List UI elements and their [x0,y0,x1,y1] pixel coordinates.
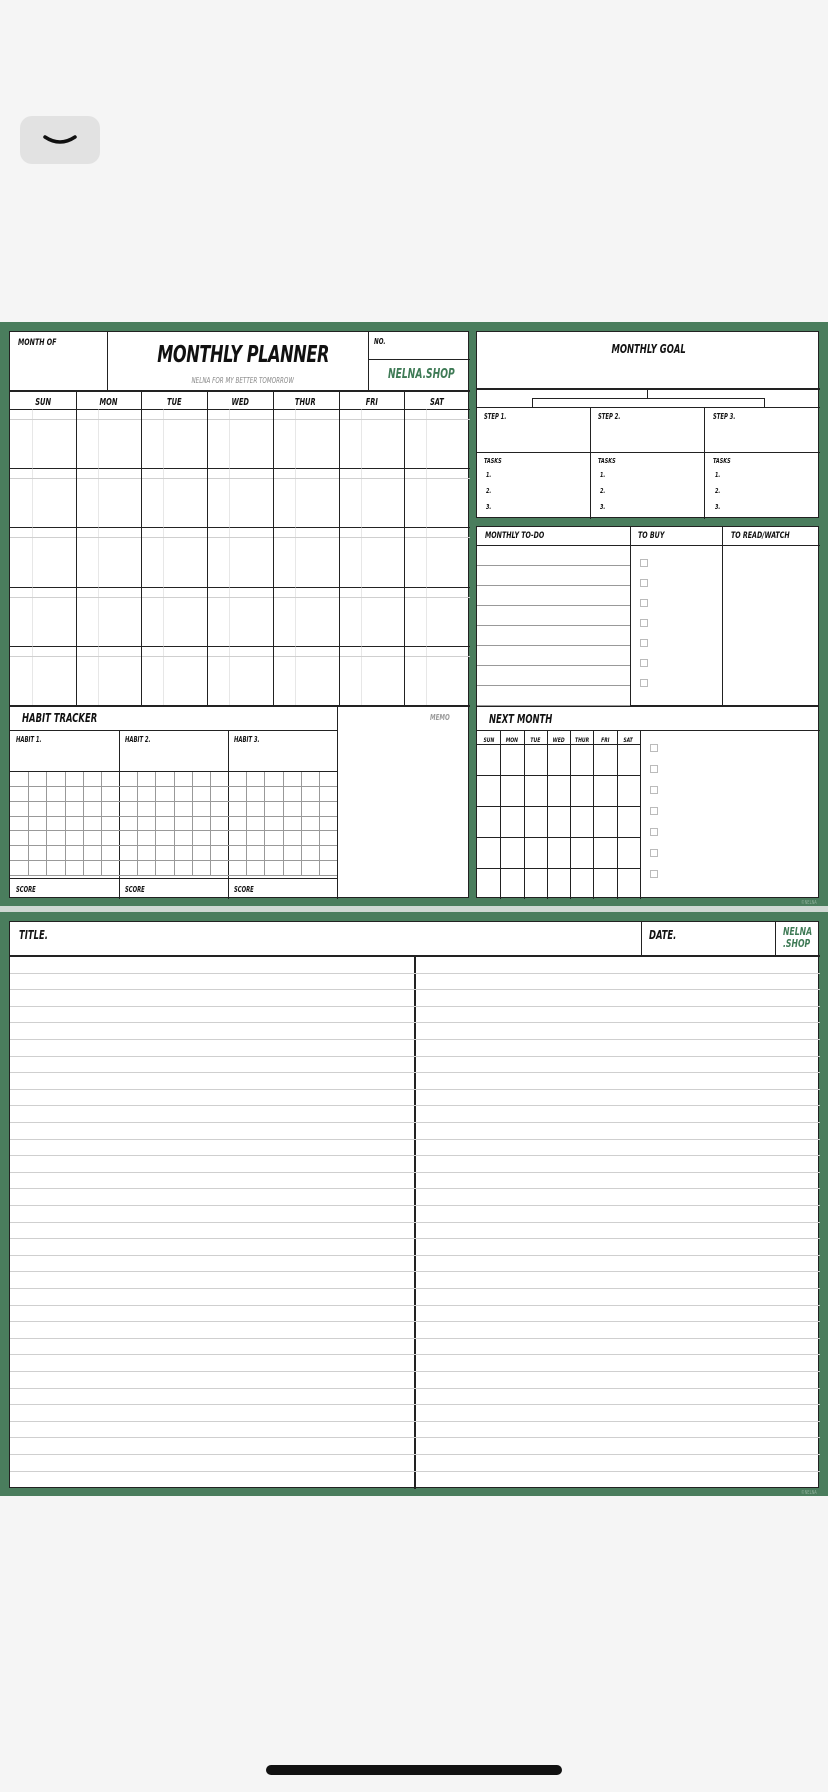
calendar-day-cell[interactable] [141,468,207,527]
task-number: 2. [486,487,492,495]
habit-tracker-grid[interactable] [119,771,228,875]
task-number: 2. [600,487,606,495]
brand-logo-line2: .SHOP [783,937,811,950]
tasks-label: TASKS [712,457,731,465]
notes-sheet: TITLE. DATE. NELNA .SHOP ©NELNA [0,912,828,1496]
next-month-day-cell[interactable] [617,869,640,899]
next-month-day-cell[interactable] [477,776,500,806]
monthly-goal-heading: MONTHLY GOAL [611,342,686,356]
calendar-day-cell[interactable] [76,409,142,468]
calendar-day-cell[interactable] [273,587,339,646]
next-month-day-header: MON [505,736,519,744]
next-month-day-cell[interactable] [570,838,593,868]
calendar-day-cell[interactable] [207,409,273,468]
habit-label: HABIT 2. [125,735,151,744]
next-month-day-cell[interactable] [500,776,523,806]
habit-tracker-grid[interactable] [228,771,337,875]
calendar-day-cell[interactable] [10,646,76,705]
habit-score-label: SCORE [234,885,254,894]
next-month-day-cell[interactable] [500,807,523,837]
next-month-day-cell[interactable] [617,807,640,837]
next-month-checkbox[interactable] [650,849,658,857]
next-month-day-cell[interactable] [570,745,593,775]
calendar-day-cell[interactable] [404,587,470,646]
next-month-day-cell[interactable] [570,776,593,806]
next-month-day-header: WED [552,736,565,744]
calendar-day-cell[interactable] [404,468,470,527]
calendar-day-cell[interactable] [141,587,207,646]
next-month-day-cell[interactable] [477,838,500,868]
habit-score-label: SCORE [16,885,36,894]
task-number: 1. [600,471,606,479]
next-month-day-cell[interactable] [593,807,616,837]
to-buy-checkbox[interactable] [640,639,648,647]
memo-label: MEMO [430,713,450,722]
calendar-day-cell[interactable] [339,587,405,646]
calendar-day-cell[interactable] [207,646,273,705]
page-subtitle: NELNA FOR MY BETTER TOMORROW [191,376,295,385]
calendar-day-cell[interactable] [141,646,207,705]
to-buy-checkbox[interactable] [640,599,648,607]
habit-tracker-heading: HABIT TRACKER [22,711,98,725]
goal-step-label: STEP 3. [712,412,735,421]
day-header: SAT [430,397,445,408]
goal-step-label: STEP 1. [484,412,507,421]
to-buy-checkbox[interactable] [640,659,648,667]
habit-label: HABIT 3. [234,735,260,744]
tasks-label: TASKS [598,457,616,465]
calendar-day-cell[interactable] [273,646,339,705]
calendar-day-cell[interactable] [339,527,405,586]
calendar-day-cell[interactable] [273,409,339,468]
to-read-watch-heading: TO READ/WATCH [731,531,790,541]
goal-step-label: STEP 2. [598,412,621,421]
next-month-day-cell[interactable] [547,776,570,806]
to-buy-checkbox[interactable] [640,619,648,627]
monthly-todo-heading: MONTHLY TO-DO [485,531,545,541]
next-month-day-cell[interactable] [524,869,547,899]
notes-panel [9,921,819,1488]
task-number: 3. [600,503,606,511]
next-month-day-cell[interactable] [593,869,616,899]
calendar-day-cell[interactable] [404,409,470,468]
month-of-label: MONTH OF [18,338,57,348]
monthly-planner-sheet: MONTH OF MONTHLY PLANNER NELNA FOR MY BETTER TOMORROW NO. NELNA.SHOP SUN MON TUE WED THUR FRI SAT HABIT TRACKER MEMO HABIT 1. SCORE HABIT 2. SCORE HABIT 3. SCORE MONTHLY GOAL STEP 1. TASKS 1. 2. 3. STEP 2. TASKS 1. 2. 3. STEP 3. TASKS 1. 2. 3. MONTHLY TO-DO TO BUY TO READ/WATCH NEXT MONTH SUN MON TUE WED THUR FRI SAT ©NELNA [0,322,828,906]
monthly-goal-panel [476,331,819,518]
todo-panel [476,526,819,706]
next-month-day-header: SAT [623,736,634,744]
next-month-day-cell[interactable] [593,776,616,806]
next-month-day-cell[interactable] [500,745,523,775]
number-label: NO. [374,337,386,346]
habit-label: HABIT 1. [16,735,42,744]
calendar-day-cell[interactable] [404,527,470,586]
brand-logo-line1: NELNA [783,925,813,938]
date-label: DATE. [649,928,677,942]
day-header: THUR [295,397,317,408]
calendar-day-cell[interactable] [76,646,142,705]
next-month-calendar [477,730,640,899]
next-month-day-cell[interactable] [524,776,547,806]
next-month-day-cell[interactable] [500,838,523,868]
to-buy-checkbox[interactable] [640,559,648,567]
next-month-day-cell[interactable] [524,807,547,837]
next-month-day-cell[interactable] [547,807,570,837]
chevron-down-icon [42,133,78,147]
next-month-day-cell[interactable] [547,838,570,868]
next-month-day-cell[interactable] [617,745,640,775]
calendar-day-cell[interactable] [10,409,76,468]
ruled-notes-area[interactable] [10,956,820,1489]
next-month-day-cell[interactable] [593,745,616,775]
next-month-checkbox[interactable] [650,786,658,794]
next-month-day-cell[interactable] [547,745,570,775]
next-month-day-cell[interactable] [617,838,640,868]
next-month-day-cell[interactable] [500,869,523,899]
next-month-heading: NEXT MONTH [489,712,553,726]
day-header: MON [99,397,118,408]
next-month-panel [476,706,819,898]
page-title: MONTHLY PLANNER [157,342,329,368]
next-month-day-cell[interactable] [593,838,616,868]
calendar-day-cell[interactable] [10,587,76,646]
calendar-day-cell[interactable] [207,468,273,527]
to-buy-checkbox[interactable] [640,579,648,587]
next-month-checkbox[interactable] [650,870,658,878]
task-number: 1. [714,471,720,479]
task-number: 3. [486,503,492,511]
day-header: FRI [365,397,378,408]
calendar-day-cell[interactable] [141,527,207,586]
day-header: TUE [167,397,182,408]
title-label: TITLE. [19,928,48,942]
habit-tracker-grid[interactable] [10,771,119,875]
habit-score-label: SCORE [125,885,145,894]
next-month-day-cell[interactable] [477,745,500,775]
next-month-day-cell[interactable] [524,745,547,775]
calendar-day-cell[interactable] [76,587,142,646]
brand-logo: NELNA.SHOP [388,367,455,382]
task-number: 3. [714,503,720,511]
to-buy-heading: TO BUY [638,531,665,541]
next-month-day-cell[interactable] [570,807,593,837]
day-header: SUN [34,397,51,408]
calendar-day-cell[interactable] [10,468,76,527]
next-month-checkbox[interactable] [650,828,658,836]
planner-left-panel [9,331,469,898]
calendar-grid [10,409,470,705]
next-month-day-cell[interactable] [477,807,500,837]
calendar-day-cell[interactable] [141,409,207,468]
next-month-day-cell[interactable] [524,838,547,868]
calendar-day-cell[interactable] [273,468,339,527]
calendar-day-cell[interactable] [339,468,405,527]
next-month-day-cell[interactable] [570,869,593,899]
collapse-button[interactable] [20,116,100,164]
to-buy-checkbox[interactable] [640,679,648,687]
task-number: 2. [714,487,720,495]
task-number: 1. [486,471,492,479]
next-month-day-header: TUE [530,736,541,744]
next-month-day-header: FRI [600,736,610,744]
next-month-day-header: THUR [574,736,589,744]
next-month-checkbox[interactable] [650,765,658,773]
next-month-day-cell[interactable] [547,869,570,899]
day-header: WED [231,397,249,408]
next-month-day-header: SUN [483,736,495,744]
home-indicator[interactable] [266,1765,562,1775]
calendar-day-cell[interactable] [10,527,76,586]
next-month-checkbox[interactable] [650,744,658,752]
calendar-day-cell[interactable] [339,409,405,468]
next-month-checkbox[interactable] [650,807,658,815]
calendar-day-cell[interactable] [404,646,470,705]
calendar-day-cell[interactable] [339,646,405,705]
calendar-day-cell[interactable] [76,527,142,586]
next-month-day-cell[interactable] [617,776,640,806]
next-month-day-cell[interactable] [477,869,500,899]
calendar-day-cell[interactable] [207,527,273,586]
calendar-day-cell[interactable] [273,527,339,586]
calendar-day-cell[interactable] [207,587,273,646]
calendar-day-cell[interactable] [76,468,142,527]
tasks-label: TASKS [484,457,502,465]
